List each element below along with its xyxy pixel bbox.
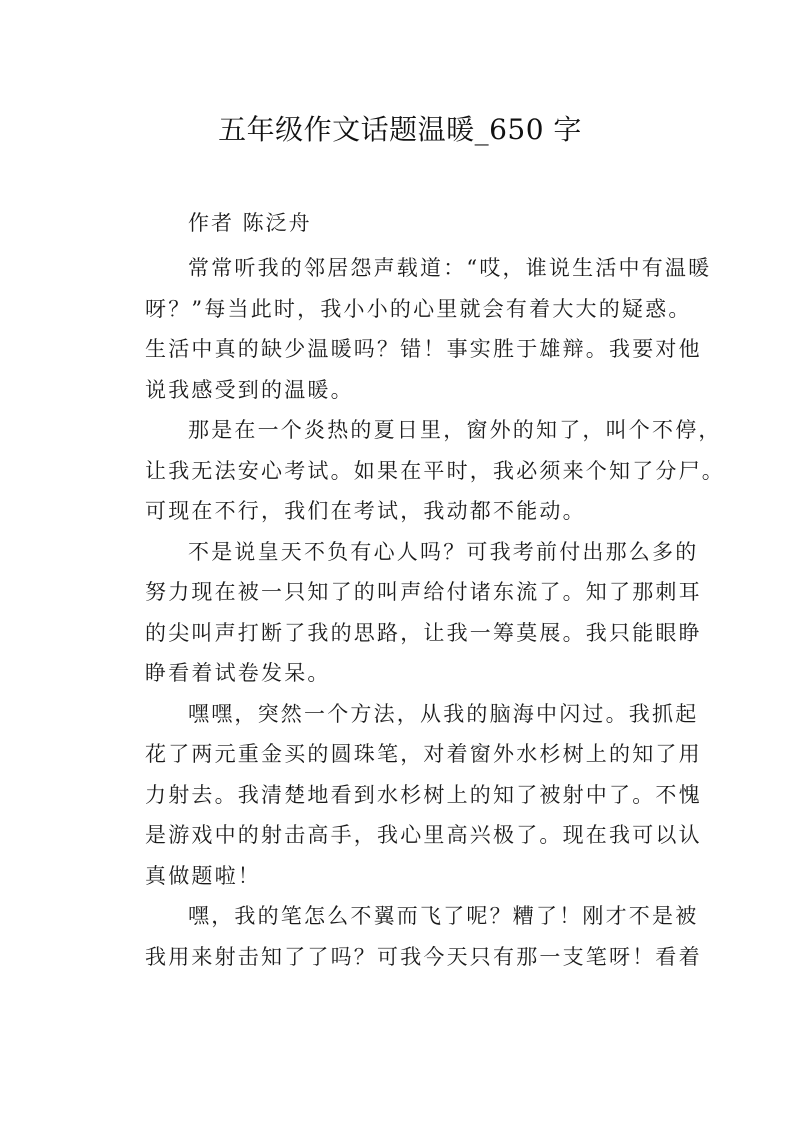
body-text-line: 那是在一个炎热的夏日里，窗外的知了，叫个不停， xyxy=(188,418,722,442)
document-body xyxy=(145,248,725,977)
body-text-line: 是游戏中的射击高手，我心里高兴极了。现在我可以认 xyxy=(145,823,702,847)
body-text-line: 花了两元重金买的圆珠笔，对着窗外水杉树上的知了用 xyxy=(145,742,702,766)
body-text-line: 的尖叫声打断了我的思路，让我一筹莫展。我只能眼睁 xyxy=(145,620,702,645)
body-text-line: 真做题啦！ xyxy=(145,863,261,888)
body-text-line: 努力现在被一只知了的叫声给付诸东流了。知了那刺耳 xyxy=(145,580,702,604)
body-text-line: 睁看着试卷发呆。 xyxy=(145,661,331,685)
body-text-line: 说我感受到的温暖。 xyxy=(145,377,354,402)
body-text-line: 嘿嘿，突然一个方法，从我的脑海中闪过。我抓起 xyxy=(188,701,699,726)
body-text-line: 嘿，我的笔怎么不翼而飞了呢？糟了！刚才不是被 xyxy=(188,904,699,928)
body-text-line: 我用来射击知了了吗？可我今天只有那一支笔呀！看着 xyxy=(145,944,702,969)
body-text-line: 力射去。我清楚地看到水杉树上的知了被射中了。不愧 xyxy=(145,782,702,807)
body-text-line: 常常听我的邻居怨声载道：“哎，谁说生活中有温暖 xyxy=(188,256,712,280)
body-text-line: 呀？”每当此时，我小小的心里就会有着大大的疑惑。 xyxy=(145,296,692,321)
document-title: 五年级作文话题温暖_650 字 xyxy=(218,113,582,146)
body-text-line: 可现在不行，我们在考试，我动都不能动。 xyxy=(145,499,586,523)
body-text-line: 让我无法安心考试。如果在平时，我必须来个知了分尸。 xyxy=(145,458,725,483)
body-text-line: 不是说皇天不负有心人吗？可我考前付出那么多的 xyxy=(188,539,699,564)
author-line: 作者 陈泛舟 xyxy=(188,211,312,235)
body-text-line: 生活中真的缺少温暖吗？错！事实胜于雄辩。我要对他 xyxy=(145,337,702,361)
